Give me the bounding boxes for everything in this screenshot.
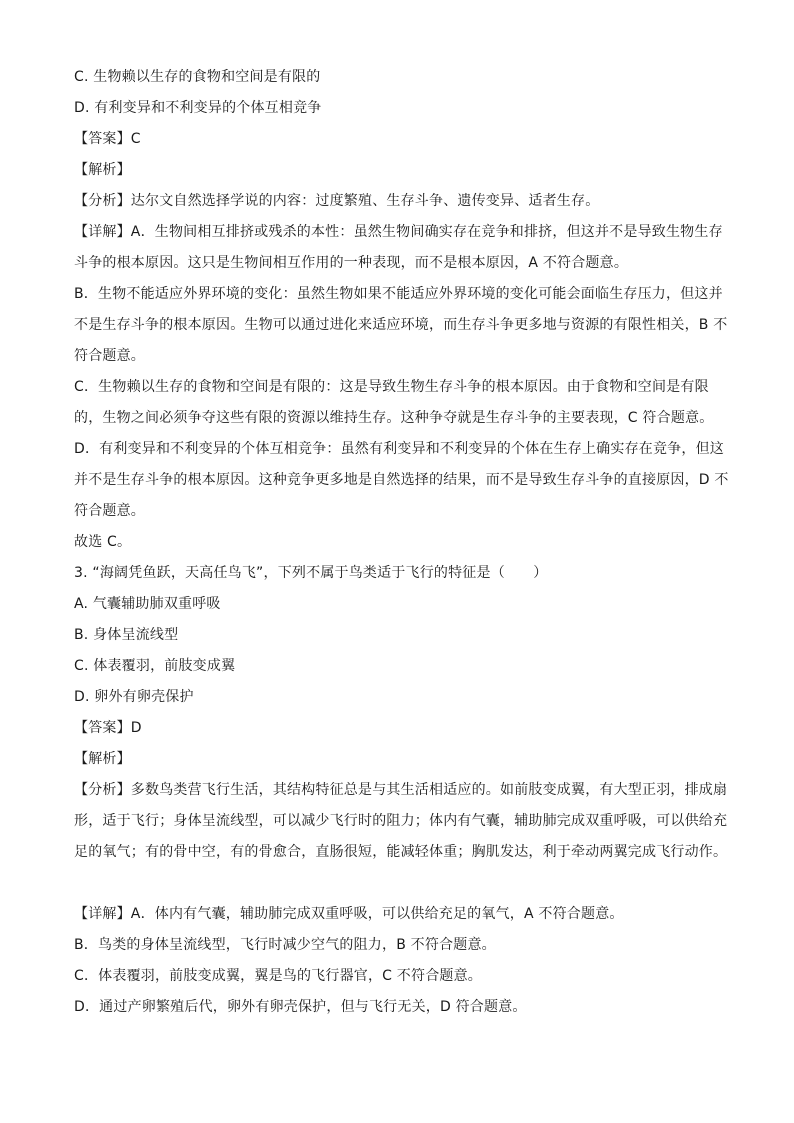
option-c-line: C. 体表覆羽，前肢变成翼 [74, 658, 236, 674]
detail-paragraph-line: 斗争的根本原因。这只是生物间相互作用的一种表现，而不是根本原因，A 不符合题意。 [74, 255, 629, 271]
detail-paragraph-line: 不是生存斗争的根本原因。生物可以通过进化来适应环境，而生存斗争更多地与资源的有限性相关，B 不 [74, 317, 728, 333]
analysis-summary: 【分析】达尔文自然选择学说的内容：过度繁殖、生存斗争、遗传变异、适者生存。 [74, 193, 600, 209]
conclusion-line: 故选 C。 [74, 534, 132, 550]
analysis-paragraph-line: 形，适于飞行；身体呈流线型，可以减少飞行时的阻力；体内有气囊，辅助肺完成双重呼吸，可以供给充 [74, 813, 728, 829]
detail-paragraph-line: C．体表覆羽，前肢变成翼，翼是鸟的飞行器官，C 不符合题意。 [74, 968, 482, 984]
option-d-line: D. 有利变异和不利变异的个体互相竞争 [74, 100, 322, 116]
detail-paragraph-line: 【详解】A．生物间相互排挤或残杀的本性：虽然生物间确实存在竞争和排挤，但这并不是导致生物生存 [74, 224, 723, 240]
answer-label: 【答案】C [74, 131, 141, 147]
option-d-line: D. 卵外有卵壳保护 [74, 689, 194, 705]
detail-paragraph-line: D．有利变异和不利变异的个体互相竞争：虽然有利变异和不利变异的个体在生存上确实存在竞争，但这 [74, 441, 724, 457]
detail-paragraph-line: 【详解】A．体内有气囊，辅助肺完成双重呼吸，可以供给充足的氧气，A 不符合题意。 [74, 906, 624, 922]
detail-paragraph-line: C．生物赖以生存的食物和空间是有限的：这是导致生物生存斗争的根本原因。由于食物和空间是有限 [74, 379, 709, 395]
detail-paragraph-line: 的，生物之间必须争夺这些有限的资源以维持生存。这种争夺就是生存斗争的主要表现，C 符合题意。 [74, 410, 714, 426]
option-a-line: A. 气囊辅助肺双重呼吸 [74, 596, 221, 612]
detail-paragraph-line: 符合题意。 [74, 503, 145, 519]
detail-paragraph-line: B．生物不能适应外界环境的变化：虽然生物如果不能适应外界环境的变化可能会面临生存压力，但这并 [74, 286, 723, 302]
detail-paragraph-line: 符合题意。 [74, 348, 145, 364]
question-3-stem: 3. “海阔凭鱼跃，天高任鸟飞”，下列不属于鸟类适于飞行的特征是（ ） [74, 565, 548, 581]
answer-label: 【答案】D [74, 720, 142, 736]
detail-paragraph-line: D．通过产卵繁殖后代，卵外有卵壳保护，但与飞行无关，D 符合题意。 [74, 999, 527, 1015]
option-b-line: B. 身体呈流线型 [74, 627, 179, 643]
analysis-label: 【解析】 [74, 162, 131, 178]
analysis-paragraph-line: 【分析】多数鸟类营飞行生活，其结构特征总是与其生活相适应的。如前肢变成翼，有大型正羽，排成扇 [74, 782, 728, 798]
analysis-paragraph-line: 足的氧气；有的骨中空，有的骨愈合，直肠很短，能减轻体重；胸肌发达，利于牵动两翼完成飞行动作。 [74, 844, 728, 860]
blank-line [74, 868, 724, 899]
document-page [74, 62, 729, 1023]
detail-paragraph-line: 并不是生存斗争的根本原因。这种竞争更多地是自然选择的结果，而不是导致生存斗争的直接原因，D 不 [74, 472, 729, 488]
detail-paragraph-line: B．鸟类的身体呈流线型，飞行时减少空气的阻力，B 不符合题意。 [74, 937, 496, 953]
option-c-line: C. 生物赖以生存的食物和空间是有限的 [74, 69, 321, 85]
analysis-label: 【解析】 [74, 751, 131, 767]
